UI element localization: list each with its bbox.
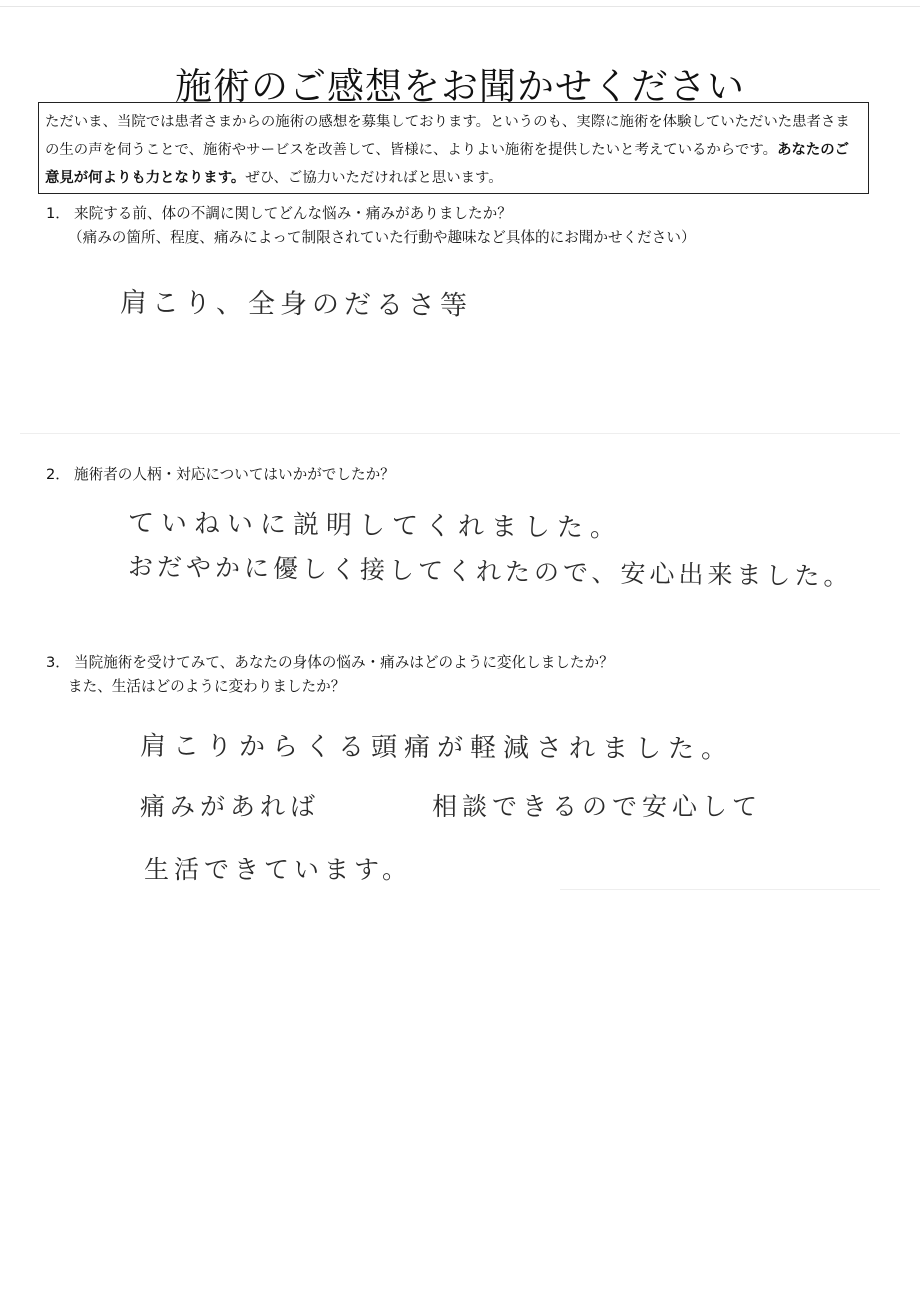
- question-text: 来院する前、体の不調に関してどんな悩み・痛みがありましたか？: [74, 205, 512, 222]
- question-number: 2．: [46, 466, 70, 483]
- answer-3-line-3: 生活できています。: [144, 855, 413, 884]
- question-text: 当院施術を受けてみて、あなたの身体の悩み・痛みはどのように変化しましたか？: [74, 654, 614, 671]
- question-subtext: （痛みの箇所、程度、痛みによって制限されていた行動や趣味など具体的にお聞かせください）: [68, 229, 696, 246]
- answer-1-line-1: 肩こり、全身のだるさ等: [119, 287, 473, 322]
- page-title: 施術のご感想をお聞かせください: [175, 65, 745, 108]
- question-text: 施術者の人柄・対応についてはいかがでしたか？: [74, 466, 395, 483]
- question-number: 3．: [46, 654, 70, 671]
- question-2: [46, 463, 395, 487]
- answer-2-line-2: おだやかに優しく接してくれたので、安心出来ました。: [127, 551, 853, 592]
- question-1: [46, 202, 696, 250]
- answer-3-line-2b: 相談できるので安心して: [432, 792, 763, 821]
- answer-3-line-2a: 痛みがあれば: [140, 792, 321, 821]
- intro-box: [38, 102, 869, 194]
- question-subtext: また、生活はどのように変わりましたか？: [68, 678, 346, 695]
- divider: [560, 889, 880, 890]
- question-3: [46, 651, 614, 699]
- answer-3-line-1: 肩こりからくる頭痛が軽減されました。: [139, 731, 735, 765]
- question-number: 1．: [46, 205, 70, 222]
- divider: [20, 433, 900, 434]
- scan-edge: [0, 6, 920, 7]
- intro-text: ただいま、当院では患者さまからの施術の感想を募集しております。というのも、実際に施術を体験していただいた患者さまの生の声を伺うことで、施術やサービスを改善して、皆様に、よりよい施術を提供したいと考えているからです。: [45, 114, 850, 158]
- answer-2-line-1: ていねいに説明してくれました。: [127, 508, 624, 544]
- intro-closing: ぜひ、ご協力いただければと思います。: [245, 170, 503, 186]
- intro-emphasis: あなたのご意見が何よりも力となります。: [45, 142, 850, 186]
